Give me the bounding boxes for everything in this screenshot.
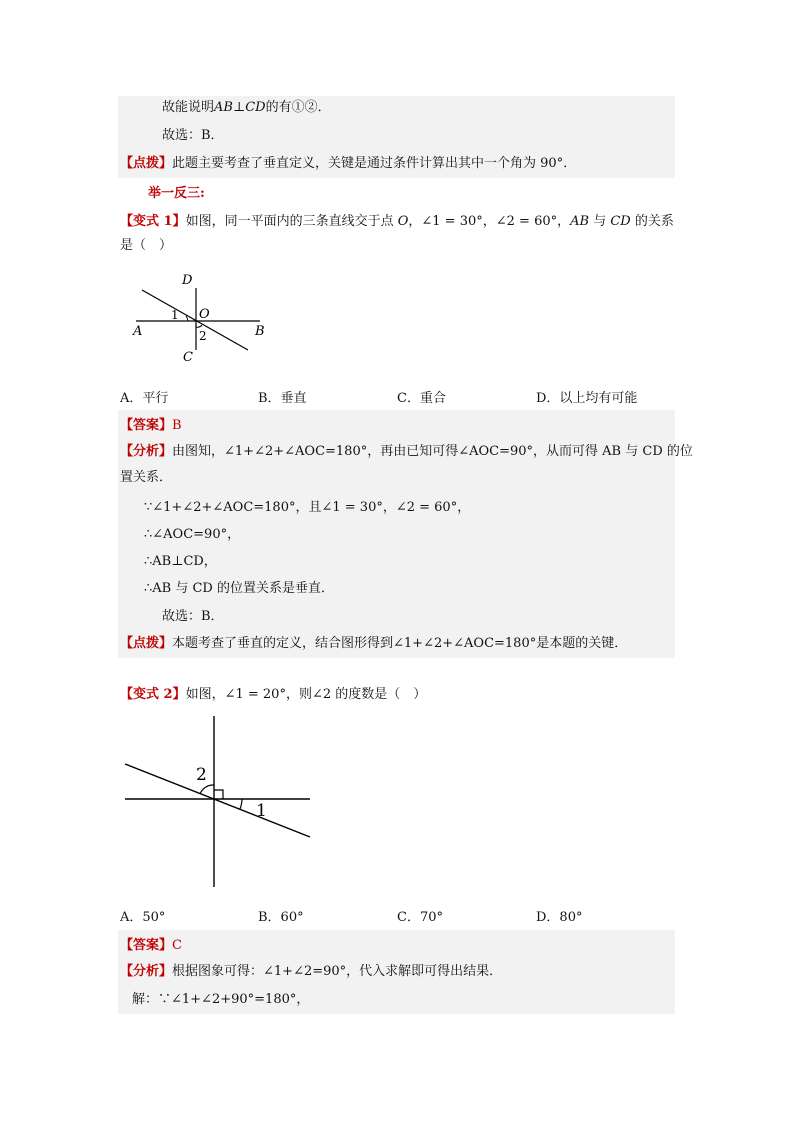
a2-answer-tag: 【答案】 — [120, 938, 173, 953]
a1-analysis-text1: 由图知，∠1+∠2+∠AOC=180°，再由已知可得∠AOC=90°，从而可得 AB 与 CD 的位 — [172, 444, 693, 459]
q1-ab: AB — [570, 214, 590, 229]
label-angle1: 1 — [171, 308, 179, 322]
label-angle2: 2 — [199, 329, 207, 343]
right-angle-mark — [214, 790, 223, 799]
transversal-line — [142, 290, 248, 350]
q1-text1: 如图，同一平面内的三条直线交于点 — [185, 214, 398, 229]
a1-answer-tag: 【答案】 — [120, 418, 173, 433]
label-b: B — [255, 324, 265, 339]
a2-solution-block — [118, 930, 675, 1014]
cd-label: CD — [245, 100, 266, 115]
q2-option-d: D．80° — [536, 910, 583, 925]
q1-line2: 是（ ） — [120, 238, 173, 253]
q1-option-d: D．以上均有可能 — [536, 391, 638, 406]
a1-answer-line — [120, 414, 182, 433]
top-solution-block — [118, 96, 675, 178]
q2-tag: 【变式 2】 — [120, 687, 186, 702]
a1-answer-value: B — [172, 418, 182, 433]
a1-solution-block — [118, 410, 693, 658]
q2-option-a: A．50° — [120, 910, 166, 925]
conclusion-line — [162, 96, 331, 115]
q1-figure — [128, 270, 273, 370]
label-d: D — [182, 273, 193, 288]
label-angle1: 1 — [256, 801, 267, 821]
a1-analysis-line1 — [120, 440, 693, 459]
a1-analysis-tag: 【分析】 — [120, 444, 173, 459]
a2-solve-line: 解：∵∠1+∠2+90°=180°， — [132, 992, 310, 1007]
q2-figure — [120, 712, 320, 892]
angle2-arc — [196, 325, 202, 327]
a1-tip-line — [120, 632, 627, 651]
q2-text: 如图，∠1 = 20°，则∠2 的度数是（ ） — [185, 687, 427, 702]
q1-line1 — [120, 210, 674, 229]
section-title: 举一反三: — [148, 186, 205, 201]
q1-option-c: C．重合 — [397, 391, 446, 406]
a2-answer-line — [120, 934, 182, 953]
slanted-line — [125, 764, 310, 837]
a1-step3: ∴AB⊥CD， — [144, 554, 217, 569]
label-angle2: 2 — [196, 765, 207, 785]
tip-text: 此题主要考查了垂直定义，关键是通过条件计算出其中一个角为 90°． — [172, 156, 577, 171]
angle1-arc — [186, 316, 188, 321]
angle1-arc — [240, 799, 242, 809]
perp-symbol: ⊥ — [232, 100, 246, 115]
label-a: A — [133, 324, 143, 339]
q1-text4: 的关系 — [630, 214, 674, 229]
a2-analysis-tag: 【分析】 — [120, 964, 173, 979]
q2-option-c: C．70° — [397, 910, 443, 925]
choose-line: 故选：B． — [162, 128, 224, 143]
q1-text3: 与 — [589, 214, 611, 229]
a1-analysis-line2: 置关系． — [120, 470, 173, 485]
conclusion-text-end: 的有①②． — [265, 100, 331, 115]
a2-analysis-text: 根据图象可得：∠1+∠2=90°，代入求解即可得出结果． — [172, 964, 503, 979]
conclusion-text: 故能说明 — [162, 100, 215, 115]
q1-tag: 【变式 1】 — [120, 214, 186, 229]
q1-point-o: O — [397, 214, 409, 229]
a1-step2: ∴∠AOC=90°， — [144, 527, 241, 542]
a1-tip-text: 本题考查了垂直的定义，结合图形得到∠1+∠2+∠AOC=180°是本题的关键． — [172, 636, 628, 651]
q1-text2: ，∠1 = 30°，∠2 = 60°， — [408, 214, 571, 229]
a2-analysis-line — [120, 960, 502, 979]
a1-tip-tag: 【点拨】 — [120, 636, 173, 651]
q2-option-b: B．60° — [258, 910, 304, 925]
tip-line — [120, 152, 576, 171]
tip-tag: 【点拨】 — [120, 156, 173, 171]
q1-option-a: A．平行 — [120, 391, 169, 406]
label-c: C — [183, 350, 193, 365]
a2-answer-value: C — [172, 938, 182, 953]
ab-label: AB — [214, 100, 233, 115]
angle2-arc — [200, 785, 214, 794]
q2-line — [120, 683, 426, 702]
q1-cd: CD — [610, 214, 631, 229]
a1-step1: ∵∠1+∠2+∠AOC=180°，且∠1 = 30°，∠2 = 60°， — [144, 500, 471, 515]
a1-step4: ∴AB 与 CD 的位置关系是垂直． — [144, 581, 334, 596]
q1-option-b: B．垂直 — [258, 391, 307, 406]
label-o: O — [199, 307, 210, 322]
a1-choose: 故选：B． — [162, 609, 224, 624]
